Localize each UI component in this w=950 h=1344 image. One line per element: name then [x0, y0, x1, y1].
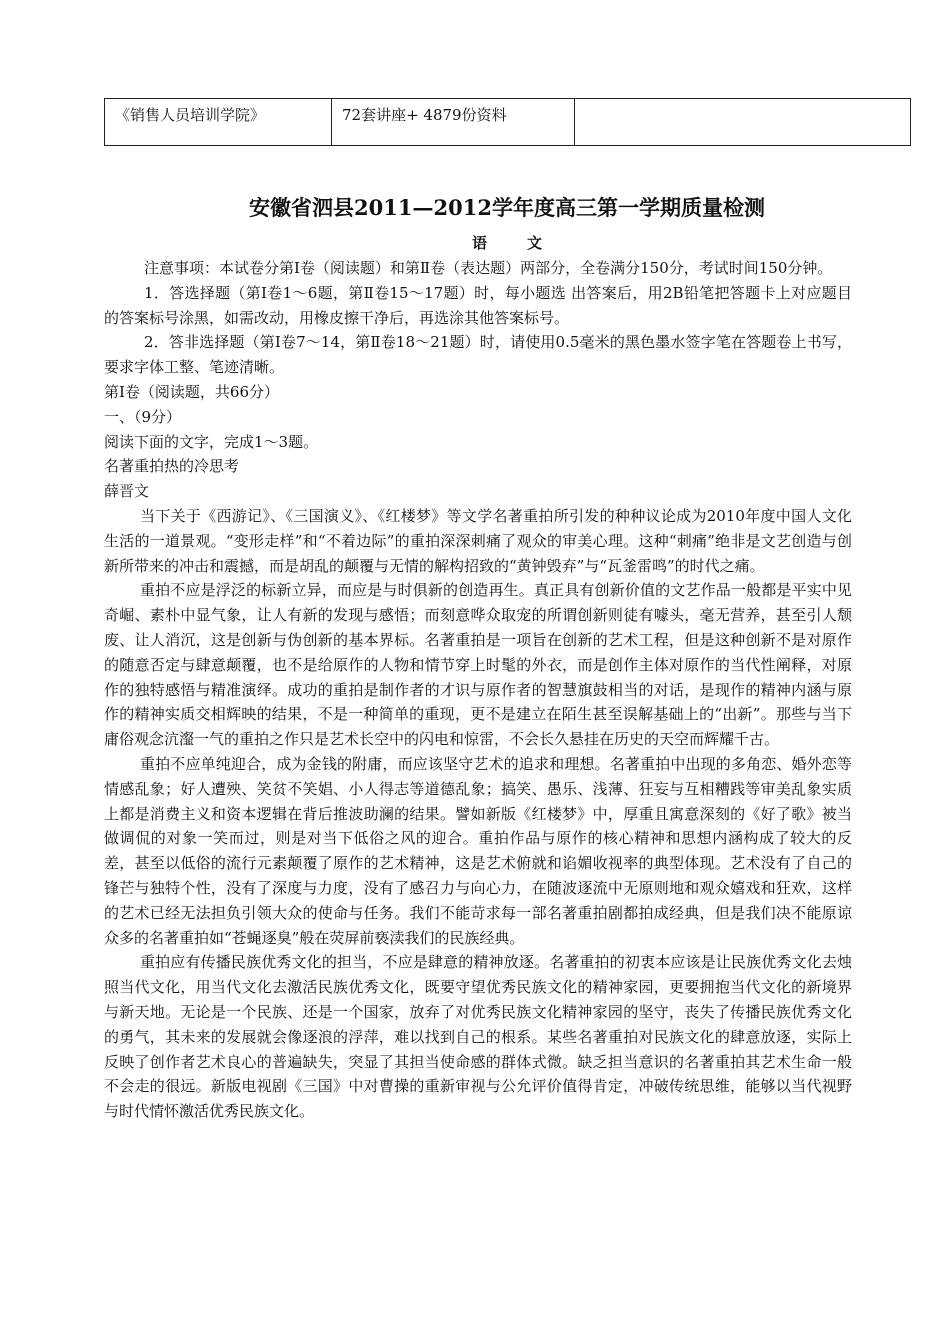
exam-body	[104, 256, 852, 1124]
article-paragraph: 重拍不应单纯迎合，成为金钱的附庸，而应该坚守艺术的追求和理想。名著重拍中出现的多角恋、婚外恋等情感乱象；好人遭殃、笑贫不笑娼、小人得志等道德乱象；搞笑、愚乐、浅薄、狂妄与互相糟践等审美乱象实质上都是消费主义和资本逻辑在背后推波助澜的结果。譬如新版《红楼梦》中，厚重且寓意深刻的《好了歌》被当做调侃的对象一笑而过，则是对当下低俗之风的迎合。重拍作品与原作的核心精神和思想内涵构成了较大的反差，甚至以低俗的流行元素颠覆了原作的艺术精神，这是艺术俯就和谄媚收视率的典型体现。艺术没有了自己的锋芒与独特个性，没有了深度与力度，没有了感召力与向心力，在随波逐流中无原则地和观众嬉戏和狂欢，这样的艺术已经无法担负引领大众的使命与任务。我们不能苛求每一部名著重拍剧都拍成经典，但是我们决不能原谅众多的名著重拍如“苍蝇逐臭”般在荧屏前亵渎我们的民族经典。	[104, 754, 852, 947]
table-cell-empty	[575, 99, 911, 146]
header-table	[104, 98, 911, 146]
notes-item-1: 1．答选择题（第Ⅰ卷1～6题，第Ⅱ卷15～17题）时，每小题选 出答案后，用2B铅笔把答题卡上对应题目的答案标号涂黑，如需改动，用橡皮擦干净后，再选涂其他答案标号。	[104, 283, 852, 327]
notes-intro: 注意事项：本试卷分第Ⅰ卷（阅读题）和第Ⅱ卷（表达题）两部分，全卷满分150分，考试时间150分钟。	[144, 259, 833, 277]
notes-item-2: 2．答非选择题（第Ⅰ卷7～14，第Ⅱ卷18～21题）时，请使用0.5毫米的黑色墨水签字笔在答题卷上书写，要求字体工整、笔迹清晰。	[104, 333, 852, 377]
article-paragraph: 当下关于《西游记》、《三国演义》、《红楼梦》等文学名著重拍所引发的种种议论成为2010年度中国人文化生活的一道景观。“变形走样”和“不着边际”的重拍深深刺痛了观众的审美心理。这种“刺痛”绝非是文艺创造与创新所带来的冲击和震撼，而是胡乱的颠覆与无情的解构招致的“黄钟毁弃”与“瓦釜雷鸣”的时代之痛。	[104, 506, 852, 575]
reading-instruction: 阅读下面的文字，完成1～3题。	[104, 432, 319, 451]
article-author: 薛晋文	[104, 482, 150, 501]
subject-heading: 语文	[471, 234, 582, 252]
table-cell-course: 《销售人员培训学院》	[105, 99, 332, 146]
article-paragraph: 重拍不应是浮泛的标新立异，而应是与时俱新的创造再生。真正具有创新价值的文艺作品一般都是平实中见奇崛、素朴中显气象，让人有新的发现与感悟；而刻意哗众取宠的所谓创新则徒有噱头，毫无营养，甚至引人颓废、让人消沉，这是创新与伪创新的基本界标。名著重拍是一项旨在创新的艺术工程，但是这种创新不是对原作的随意否定与肆意颠覆，也不是给原作的人物和情节穿上时髦的外衣，而是创作主体对原作的当代性阐释，对原作的独特感悟与精准演绎。成功的重拍是制作者的才识与原作者的智慧旗鼓相当的对话，是现作的精神内涵与原作的精神实质交相辉映的结果，不是一种简单的重现，更不是建立在陌生甚至误解基础上的“出新”。那些与当下庸俗观念沆瀣一气的重拍之作只是艺术长空中的闪电和惊雷，不会长久悬挂在历史的天空而辉耀千古。	[104, 581, 852, 749]
article-paragraph: 重拍应有传播民族优秀文化的担当，不应是肆意的精神放逐。名著重拍的初衷本应该是让民族优秀文化去烛照当代文化，用当代文化去激活民族优秀文化，既要守望优秀民族文化的精神家园，更要拥抱当代文化的新境界与新天地。无论是一个民族、还是一个国家，放弃了对优秀民族文化精神家园的坚守，丧失了传播民族优秀文化的勇气，其未来的发展就会像逐浪的浮萍，难以找到自己的根系。某些名著重拍对民族文化的肆意放逐，实际上反映了创作者艺术良心的普遍缺失，突显了其担当使命感的群体式微。缺乏担当意识的名著重拍其艺术生命一般不会走的很远。新版电视剧《三国》中对曹操的重新审视与公允评价值得肯定，冲破传统思维，能够以当代视野与时代情怀激活优秀民族文化。	[104, 953, 852, 1121]
header-table-row	[105, 99, 911, 146]
question-group-heading: 一、（9分）	[104, 407, 182, 426]
page-title: 安徽省泗县2011—2012学年度高三第一学期质量检测	[249, 195, 765, 220]
table-cell-resources: 72套讲座+ 4879份资料	[332, 99, 575, 146]
article-title: 名著重拍热的冷思考	[104, 457, 240, 476]
part-heading: 第Ⅰ卷（阅读题，共66分）	[104, 382, 280, 401]
